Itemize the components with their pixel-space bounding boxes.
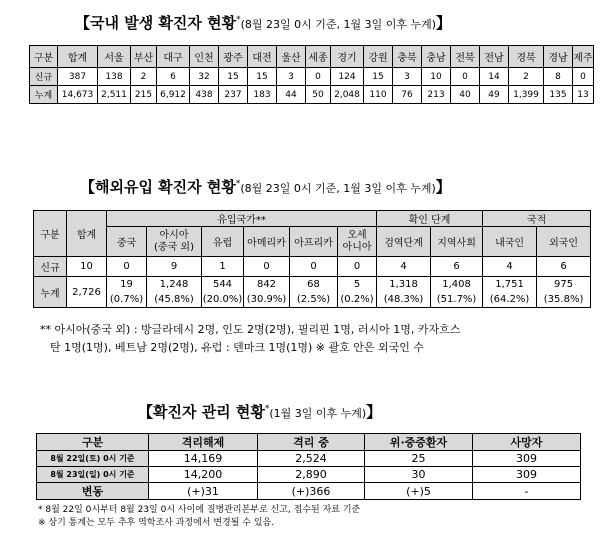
table-cell: 0	[306, 68, 331, 86]
table-row	[37, 451, 581, 467]
overseas-header-row	[34, 211, 591, 227]
overseas-subheader-row	[34, 227, 591, 257]
table-cell: 213	[422, 86, 451, 104]
management-title	[138, 401, 381, 422]
subheader-line: 아시아	[159, 229, 189, 241]
table-cell: 2,524	[258, 451, 365, 467]
table-cell: 50	[306, 86, 331, 104]
table-cell: 544	[202, 277, 244, 293]
table-row	[34, 292, 591, 308]
table-cell: 975	[537, 277, 591, 293]
subheader-cell	[147, 227, 202, 257]
domestic-title-close: 】	[436, 14, 452, 32]
row-label: 누계	[30, 86, 58, 104]
table-cell: (45.8%)	[147, 292, 202, 308]
header-cell: 충남	[422, 46, 451, 68]
row-label: 8월 23일(일) 0시 기준	[37, 467, 149, 483]
table-cell: (0.2%)	[338, 292, 377, 308]
table-cell: 15	[219, 68, 248, 86]
table-cell: 138	[98, 68, 131, 86]
subheader-cell	[338, 227, 377, 257]
row-label: 신규	[34, 257, 67, 277]
table-row	[30, 86, 594, 104]
table-cell: 14	[480, 68, 509, 86]
domestic-title-text: 【국내 발생 확진자 현황	[75, 14, 237, 32]
management-title-close: 】	[366, 403, 382, 421]
table-cell: 0	[290, 257, 338, 277]
subheader-cell: 아프리카	[290, 227, 338, 257]
subheader-cell: 지역사회	[431, 227, 483, 257]
table-cell: 135	[544, 86, 573, 104]
row-label: 신규	[30, 68, 58, 86]
management-footnote-2: ※ 상기 통계는 모두 추후 역학조사 과정에서 변경될 수 있음.	[38, 518, 275, 528]
table-cell: 10	[67, 257, 107, 277]
table-cell: 842	[244, 277, 290, 293]
row-label: 8월 22일(토) 0시 기준	[37, 451, 149, 467]
header-nationality: 국적	[483, 211, 591, 227]
table-cell: 2,726	[67, 277, 107, 308]
table-cell: 215	[131, 86, 157, 104]
header-cell: 세종	[306, 46, 331, 68]
table-cell: 110	[364, 86, 393, 104]
management-table	[36, 433, 581, 500]
table-cell: 40	[451, 86, 480, 104]
subheader-cell: 유럽	[202, 227, 244, 257]
management-title-star: *	[264, 404, 270, 414]
header-cell: 인천	[190, 46, 219, 68]
table-cell: 1,248	[147, 277, 202, 293]
table-cell: 0	[573, 68, 594, 86]
table-cell: (51.7%)	[431, 292, 483, 308]
table-cell: 237	[219, 86, 248, 104]
table-cell: 1,399	[509, 86, 544, 104]
overseas-table	[33, 210, 591, 308]
table-cell: 2	[509, 68, 544, 86]
table-cell: 25	[365, 451, 473, 467]
table-row	[37, 467, 581, 483]
header-cell: 격리해제	[149, 434, 258, 451]
table-cell: 10	[422, 68, 451, 86]
table-row	[37, 483, 581, 500]
header-cell: 합계	[58, 46, 98, 68]
header-cell: 강원	[364, 46, 393, 68]
table-cell: 3	[393, 68, 422, 86]
table-cell: 124	[331, 68, 364, 86]
table-cell: 4	[483, 257, 537, 277]
table-cell: 387	[58, 68, 98, 86]
table-cell: (35.8%)	[537, 292, 591, 308]
row-label: 변동	[37, 483, 149, 500]
table-row	[34, 277, 591, 293]
table-row	[30, 68, 594, 86]
domestic-header-row	[30, 46, 594, 68]
table-cell: (20.0%)	[202, 292, 244, 308]
header-cell: 전남	[480, 46, 509, 68]
header-cell: 구분	[30, 46, 58, 68]
table-cell: (48.3%)	[377, 292, 431, 308]
table-cell: (+)366	[258, 483, 365, 500]
table-cell: 6	[431, 257, 483, 277]
header-cell: 격리 중	[258, 434, 365, 451]
table-cell: 0	[338, 257, 377, 277]
subheader-line: 아니아	[342, 241, 372, 253]
table-cell: 2,048	[331, 86, 364, 104]
table-cell: 5	[338, 277, 377, 293]
table-cell: 309	[473, 451, 581, 467]
subheader-cell: 중국	[107, 227, 147, 257]
table-cell: 4	[377, 257, 431, 277]
subheader-cell: 검역단계	[377, 227, 431, 257]
table-cell: 6,912	[157, 86, 190, 104]
table-cell: 32	[190, 68, 219, 86]
header-cell: 경북	[509, 46, 544, 68]
table-cell: 14,200	[149, 467, 258, 483]
domestic-title	[75, 12, 451, 33]
table-cell: 1	[202, 257, 244, 277]
domestic-title-sub: (8월 23일 0시 기준, 1월 3일 이후 누계)	[240, 18, 437, 31]
overseas-title-sub: (8월 23일 0시 기준, 1월 3일 이후 누계)	[240, 182, 436, 195]
table-cell: (+)5	[365, 483, 473, 500]
table-cell: 3	[277, 68, 306, 86]
table-cell: 2,511	[98, 86, 131, 104]
table-cell: 19	[107, 277, 147, 293]
header-inflow-country: 유입국가**	[107, 211, 377, 227]
table-cell: 1,751	[483, 277, 537, 293]
header-cell: 울산	[277, 46, 306, 68]
header-cell: 전북	[451, 46, 480, 68]
header-cell: 대전	[248, 46, 277, 68]
table-cell: 44	[277, 86, 306, 104]
management-title-sub: (1월 3일 이후 누계)	[269, 407, 367, 420]
table-cell: (+)31	[149, 483, 258, 500]
table-cell: -	[473, 483, 581, 500]
table-cell: (64.2%)	[483, 292, 537, 308]
table-cell: (30.9%)	[244, 292, 290, 308]
header-cell: 충북	[393, 46, 422, 68]
table-cell: 2,890	[258, 467, 365, 483]
header-cell: 구분	[37, 434, 149, 451]
subheader-cell: 외국인	[537, 227, 591, 257]
overseas-title-star: *	[235, 179, 241, 189]
table-cell: 309	[473, 467, 581, 483]
table-cell: 183	[248, 86, 277, 104]
management-footnote-1: * 8월 22일 0시부터 8월 23일 0시 사이에 질병관리본부로 신고, 접수된 자료 기준	[38, 505, 361, 515]
table-cell: 1,408	[431, 277, 483, 293]
header-cell: 경남	[544, 46, 573, 68]
overseas-title-text: 【해외유입 확진자 현황	[80, 178, 236, 196]
header-cell: 대구	[157, 46, 190, 68]
header-cell: 위·중증환자	[365, 434, 473, 451]
subheader-line: 오세	[347, 229, 367, 241]
management-title-text: 【확진자 관리 현황	[138, 403, 265, 421]
table-cell: 8	[544, 68, 573, 86]
table-cell: 0	[244, 257, 290, 277]
table-cell: (2.5%)	[290, 292, 338, 308]
overseas-title-close: 】	[435, 178, 451, 196]
header-total: 합계	[67, 211, 107, 257]
subheader-line: (중국 외)	[154, 241, 194, 253]
header-cell: 서울	[98, 46, 131, 68]
table-cell: 13	[573, 86, 594, 104]
table-row	[34, 257, 591, 277]
subheader-cell: 아메리카	[244, 227, 290, 257]
domestic-title-star: *	[236, 15, 241, 25]
overseas-footnote-2: 탄 1명(1명), 베트남 2명(2명), 유럽 : 덴마크 1명(1명) ※ 괄호 안은 외국인 수	[50, 341, 425, 354]
table-cell: 49	[480, 86, 509, 104]
table-cell: 68	[290, 277, 338, 293]
header-cell: 부산	[131, 46, 157, 68]
table-cell: 438	[190, 86, 219, 104]
table-cell: 2	[131, 68, 157, 86]
header-cell: 제주	[573, 46, 594, 68]
row-label: 누계	[34, 277, 67, 308]
table-cell: 14,673	[58, 86, 98, 104]
table-cell: 15	[364, 68, 393, 86]
header-cell: 광주	[219, 46, 248, 68]
header-cell: 사망자	[473, 434, 581, 451]
header-cell: 경기	[331, 46, 364, 68]
header-gubun: 구분	[34, 211, 67, 257]
table-cell: 0	[451, 68, 480, 86]
overseas-footnote-1: ** 아시아(중국 외) : 방글라데시 2명, 인도 2명(2명), 필리핀 1명, 러시아 1명, 카자흐스	[40, 323, 461, 336]
table-cell: 30	[365, 467, 473, 483]
overseas-title	[80, 176, 451, 197]
table-cell: 0	[107, 257, 147, 277]
table-cell: 76	[393, 86, 422, 104]
table-cell: 14,169	[149, 451, 258, 467]
table-cell: 1,318	[377, 277, 431, 293]
table-cell: 6	[537, 257, 591, 277]
table-cell: (0.7%)	[107, 292, 147, 308]
table-cell: 15	[248, 68, 277, 86]
header-confirm-stage: 확인 단계	[377, 211, 483, 227]
subheader-cell: 내국인	[483, 227, 537, 257]
table-cell: 6	[157, 68, 190, 86]
management-header-row	[37, 434, 581, 451]
domestic-table	[29, 45, 594, 104]
table-cell: 9	[147, 257, 202, 277]
